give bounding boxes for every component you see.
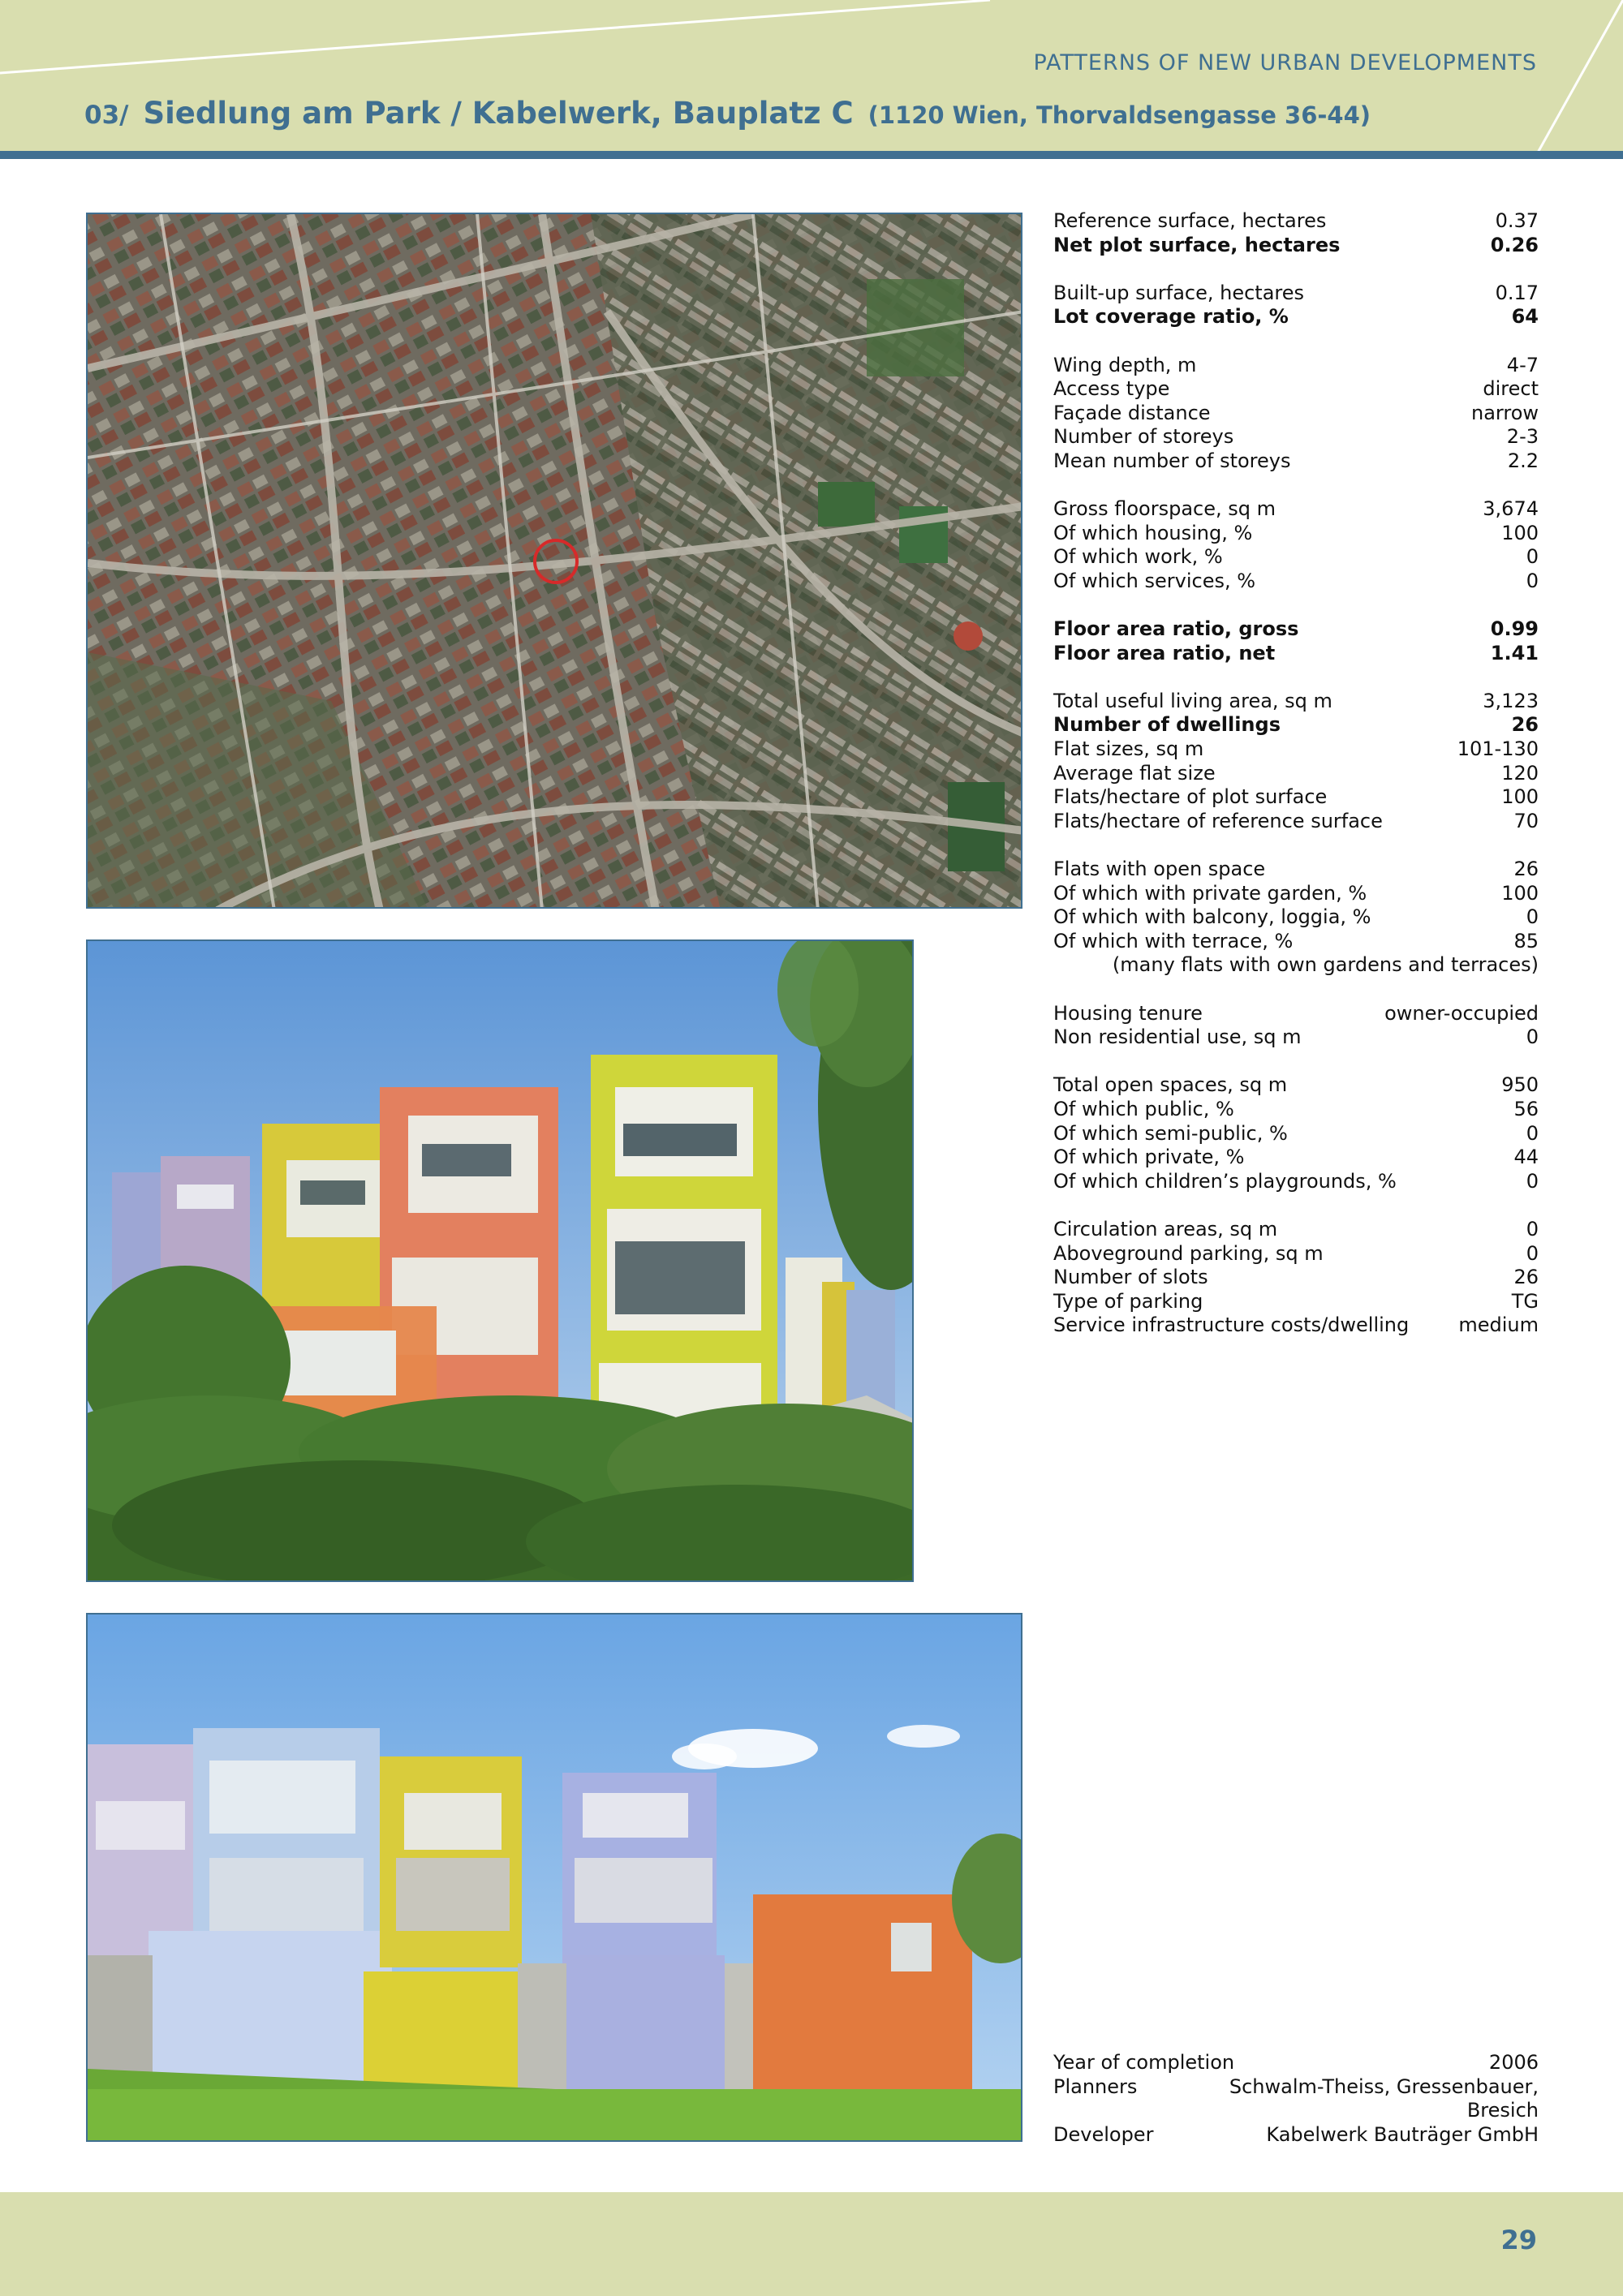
header-rule (0, 151, 1623, 159)
page-title (84, 96, 1371, 131)
stat-row: Of which children’s playgrounds, % 0 (1053, 1169, 1539, 1193)
series-title: PATTERNS OF NEW URBAN DEVELOPMENTS (1033, 50, 1537, 75)
header-band (0, 0, 1623, 153)
stat-row: Built-up surface, hectares 0.17 (1053, 281, 1539, 304)
credit-row: Planners Schwalm-Theiss, Gressenbauer, Bresich (1053, 2075, 1539, 2122)
stat-row: Of which public, % 56 (1053, 1097, 1539, 1120)
building-photo-1 (86, 939, 914, 1582)
stat-row: Floor area ratio, gross 0.99 (1053, 617, 1539, 641)
stat-row: Of which with balcony, loggia, % 0 (1053, 905, 1539, 929)
open-space-note: (many flats with own gardens and terraces) (1112, 953, 1539, 977)
stat-row: Access type direct (1053, 377, 1539, 401)
stat-row: Of which with terrace, % 85 (1053, 929, 1539, 952)
stat-row: Flats with open space 26 (1053, 858, 1539, 881)
stat-row: Housing tenure owner-occupied (1053, 1001, 1539, 1025)
stat-row: Service infrastructure costs/dwelling medium (1053, 1314, 1539, 1337)
project-address: (1120 Wien, Thorvaldsengasse 36-44) (867, 101, 1371, 129)
project-name: Siedlung am Park / Kabelwerk, Bauplatz C (143, 96, 854, 131)
stat-row: Aboveground parking, sq m 0 (1053, 1241, 1539, 1265)
stat-row: Flat sizes, sq m 101-130 (1053, 737, 1539, 761)
stat-row: Lot coverage ratio, % 64 (1053, 305, 1539, 329)
project-credits (1053, 2051, 1539, 2147)
stat-row: Of which private, % 44 (1053, 1146, 1539, 1169)
stat-row: Gross floorspace, sq m 3,674 (1053, 497, 1539, 521)
stat-row: Number of storeys 2-3 (1053, 425, 1539, 449)
credit-row: Year of completion 2006 (1053, 2051, 1539, 2074)
footer-band (0, 2192, 1623, 2296)
stat-row: Of which housing, % 100 (1053, 521, 1539, 544)
building-photo-2 (86, 1613, 1022, 2142)
page-number: 29 (1500, 2225, 1537, 2255)
stat-row: Total useful living area, sq m 3,123 (1053, 689, 1539, 712)
stat-row: Reference surface, hectares 0.37 (1053, 209, 1539, 232)
stat-row: Of which services, % 0 (1053, 569, 1539, 592)
project-number: 03/ (84, 101, 129, 130)
stat-row: Flats/hectare of reference surface 70 (1053, 809, 1539, 832)
stat-row: Total open spaces, sq m 950 (1053, 1073, 1539, 1097)
stat-row: Type of parking TG (1053, 1289, 1539, 1313)
stat-row: Wing depth, m 4-7 (1053, 353, 1539, 376)
stat-row: Circulation areas, sq m 0 (1053, 1217, 1539, 1240)
stat-row: Façade distance narrow (1053, 401, 1539, 424)
stat-row: Net plot surface, hectares 0.26 (1053, 233, 1539, 256)
credit-row: Developer Kabelwerk Bauträger GmbH (1053, 2122, 1539, 2146)
stat-row: Of which work, % 0 (1053, 545, 1539, 569)
project-data-table (1053, 209, 1539, 1338)
stat-row: Average flat size 120 (1053, 761, 1539, 785)
stat-row: Number of dwellings 26 (1053, 713, 1539, 737)
stat-row: Number of slots 26 (1053, 1266, 1539, 1289)
stat-row: Floor area ratio, net 1.41 (1053, 641, 1539, 664)
stat-row: Of which semi-public, % 0 (1053, 1121, 1539, 1145)
stat-row: Mean number of storeys 2.2 (1053, 449, 1539, 472)
stat-row: Non residential use, sq m 0 (1053, 1025, 1539, 1049)
stat-row: Of which with private garden, % 100 (1053, 881, 1539, 905)
stat-row: Flats/hectare of plot surface 100 (1053, 785, 1539, 809)
aerial-photo (86, 213, 1022, 909)
